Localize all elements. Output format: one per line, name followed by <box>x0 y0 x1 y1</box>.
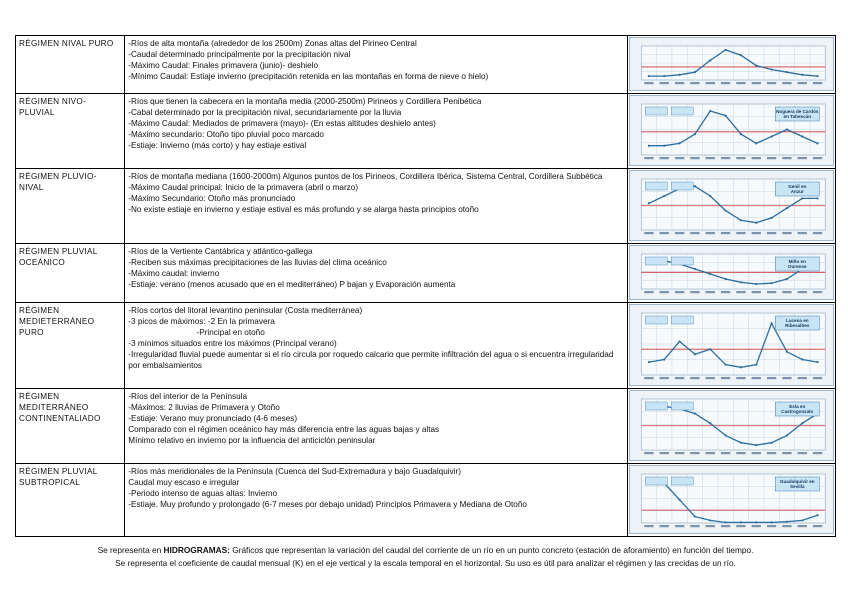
month-tick-label <box>691 232 700 234</box>
month-tick-label <box>767 82 776 84</box>
regime-name: RÉGIMEN PLUVIO-NIVAL <box>16 169 125 244</box>
monthly-point <box>802 74 804 76</box>
month-tick-label <box>645 157 654 159</box>
month-tick-label <box>691 82 700 84</box>
month-tick-label <box>706 452 715 454</box>
description-line: -Principal en otoño <box>128 328 265 338</box>
monthly-point <box>802 135 804 137</box>
month-tick-label <box>798 291 807 293</box>
regime-row <box>16 244 836 303</box>
description-line: -Máximo Caudal principal: Inicio de la primavera (abril o marzo) <box>128 183 359 193</box>
month-tick-label <box>813 232 822 234</box>
hydrograph-figure <box>629 304 834 386</box>
description-line: -Estiaje. Muy profundo y prolongado (6-7 meses por debajo unidad) Principios Primavera y Mediana de Otoño <box>128 500 527 510</box>
monthly-point <box>648 202 650 204</box>
hydrograph-cell <box>628 244 836 303</box>
monthly-point <box>771 135 773 137</box>
monthly-point <box>771 442 773 444</box>
month-tick-label <box>721 82 730 84</box>
footer-line-2: Se representa el coeficiente de caudal mensual (K) en el eje vertical y la escala temporal en el horizontal. Su uso es útil para analizar el régimen y las crecidas de un río. <box>115 558 736 568</box>
regime-description <box>125 169 628 244</box>
monthly-point <box>694 268 696 270</box>
month-tick-label <box>721 525 730 527</box>
month-tick-label <box>798 232 807 234</box>
monthly-point <box>664 75 666 77</box>
regime-name: RÉGIMEN NIVO-PLUVIAL <box>16 94 125 169</box>
month-tick-label <box>783 452 792 454</box>
month-tick-label <box>645 377 654 379</box>
month-tick-label <box>737 232 746 234</box>
month-tick-label <box>798 452 807 454</box>
station-name: Lucena en Ribesalbes <box>785 318 810 329</box>
legend-box <box>672 402 694 410</box>
monthly-point <box>710 422 712 424</box>
month-tick-label <box>675 82 684 84</box>
month-tick-label <box>737 82 746 84</box>
month-tick-label <box>767 525 776 527</box>
month-tick-label <box>706 291 715 293</box>
monthly-point <box>694 515 696 517</box>
month-tick-label <box>691 291 700 293</box>
month-tick-label <box>645 291 654 293</box>
regime-description <box>125 389 628 464</box>
description-line: -Ríos más meridionales de la Península (Cuenca del Sud-Extremadura y bajo Guadalquivir) <box>128 467 461 476</box>
monthly-point <box>725 209 727 211</box>
monthly-point <box>786 351 788 353</box>
month-tick-label <box>675 377 684 379</box>
description-line: -Mínimo Caudal: Estiaje invierno (precipitación retenida en las montañas en forma de nieve o hielo) <box>128 72 489 82</box>
month-tick-label <box>691 525 700 527</box>
month-tick-label <box>798 82 807 84</box>
hydrograph-cell <box>628 36 836 94</box>
month-tick-label <box>660 232 669 234</box>
footer-notes <box>15 544 836 570</box>
hydrograph-figure <box>629 170 834 241</box>
legend-box <box>672 182 694 190</box>
month-tick-label <box>752 82 761 84</box>
legend-box <box>672 107 694 115</box>
month-tick-label <box>721 452 730 454</box>
month-tick-label <box>645 232 654 234</box>
month-tick-label <box>798 377 807 379</box>
hydrograph-svg <box>630 96 833 165</box>
hydrograph-svg <box>630 391 833 460</box>
month-tick-label <box>737 377 746 379</box>
legend-box <box>646 107 668 115</box>
month-tick-label <box>783 291 792 293</box>
hydrograph-figure <box>629 37 834 91</box>
month-tick-label <box>660 377 669 379</box>
monthly-point <box>802 358 804 360</box>
month-tick-label <box>737 452 746 454</box>
month-tick-label <box>706 377 715 379</box>
month-tick-label <box>721 377 730 379</box>
monthly-point <box>756 521 758 523</box>
monthly-point <box>664 358 666 360</box>
monthly-point <box>771 68 773 70</box>
monthly-point <box>756 222 758 224</box>
monthly-point <box>725 114 727 116</box>
monthly-point <box>802 422 804 424</box>
monthly-point <box>679 74 681 76</box>
month-tick-label <box>767 452 776 454</box>
month-tick-label <box>813 377 822 379</box>
monthly-point <box>710 59 712 61</box>
hydrograph-figure <box>629 95 834 166</box>
regime-row <box>16 389 836 464</box>
monthly-point <box>710 348 712 350</box>
month-tick-label <box>691 377 700 379</box>
regime-description <box>125 464 628 537</box>
regime-name: RÉGIMEN MEDITERRÁNEO CONTINENTALIADO <box>16 389 125 464</box>
station-name: Guadalquivir en Sevilla <box>780 479 816 490</box>
description-line: -Máximo Caudal: Mediados de primavera (mayo)- (En estas altitudes deshielo antes) <box>128 119 436 129</box>
description-line: -3 mínimos situados entre los máximos (Principal verano) <box>128 339 337 349</box>
monthly-point <box>694 353 696 355</box>
regime-description <box>125 94 628 169</box>
month-tick-label <box>660 82 669 84</box>
hydrograph-cell <box>628 94 836 169</box>
hydrograph-cell <box>628 464 836 537</box>
monthly-point <box>679 499 681 501</box>
month-tick-label <box>767 157 776 159</box>
monthly-point <box>771 217 773 219</box>
month-tick-label <box>813 157 822 159</box>
description-line: -Máximo caudal: invierno <box>128 269 220 279</box>
monthly-point <box>725 278 727 280</box>
legend-box <box>672 477 694 485</box>
legend-box <box>646 316 668 324</box>
month-tick-label <box>706 157 715 159</box>
monthly-point <box>725 521 727 523</box>
description-line: -Máximos: 2 lluvias de Primavera y Otoño <box>128 403 280 413</box>
description-line: -Ríos que tienen la cabecera en la montaña media (2000-2500m) Pirineos y Cordillera Penibética <box>128 97 482 106</box>
month-tick-label <box>767 291 776 293</box>
description-line: -Estiaje: Verano muy pronunciado (4-6 meses) <box>128 414 298 424</box>
month-tick-label <box>721 232 730 234</box>
monthly-point <box>694 71 696 73</box>
monthly-point <box>817 142 819 144</box>
monthly-point <box>786 521 788 523</box>
monthly-point <box>648 361 650 363</box>
hydrograph-svg <box>630 171 833 240</box>
month-tick-label <box>813 525 822 527</box>
monthly-point <box>802 519 804 521</box>
monthly-point <box>756 142 758 144</box>
regimes-table <box>15 35 836 537</box>
description-line: -3 picos de máximos: -2 En la primavera <box>128 317 275 327</box>
month-tick-label <box>752 452 761 454</box>
month-tick-label <box>675 232 684 234</box>
regime-name: RÉGIMEN MEDIETERRÁNEO PURO <box>16 303 125 389</box>
monthly-point <box>802 197 804 199</box>
month-tick-label <box>660 452 669 454</box>
description-line: -Caudal determinado principalmente por la precipitación nival <box>128 50 351 60</box>
hydrograph-svg <box>630 38 833 90</box>
description-line: -Estiaje: verano (menos acusado que en el mediterráneo) P bajan y Evaporación aumenta <box>128 280 456 290</box>
regime-name: RÉGIMEN PLUVIAL OCEÁNICO <box>16 244 125 303</box>
description-line: -Ríos del interior de la Península <box>128 392 248 401</box>
station-name: Genil en Anzur <box>788 184 807 195</box>
month-tick-label <box>737 157 746 159</box>
regime-description <box>125 36 628 94</box>
month-tick-label <box>767 377 776 379</box>
monthly-point <box>740 219 742 221</box>
description-line: -Reciben sus máximas precipitaciones de las lluvias del clima oceánico <box>128 258 387 268</box>
monthly-point <box>679 340 681 342</box>
monthly-point <box>786 128 788 130</box>
monthly-point <box>771 322 773 324</box>
hydrograph-svg <box>630 305 833 385</box>
month-tick-label <box>783 377 792 379</box>
regime-row <box>16 36 836 94</box>
month-tick-label <box>752 291 761 293</box>
description-line: -Ríos cortos del litoral levantino peninsular (Costa mediterránea) <box>128 306 363 315</box>
description-line: -Irregularidad fluvial puede aumentar si el río circula por roquedo calcario que permite infiltración del agua o si encuentra irregularidad por embalsamientos <box>128 350 616 371</box>
monthly-point <box>740 133 742 135</box>
description-line: Comparado con el régimen oceánico hay más diferencia entre las aguas bajas y altas <box>128 425 440 435</box>
description-line: -Máximo Caudal: Finales primavera (junio)- deshielo <box>128 61 319 71</box>
footer-keyword: HIDROGRAMAS: <box>163 545 230 555</box>
description-line: -Ríos de alta montaña (alrededor de los 2500m) Zonas altas del Pirineo Central <box>128 39 417 48</box>
legend-box <box>672 316 694 324</box>
monthly-point <box>648 75 650 77</box>
month-tick-label <box>721 291 730 293</box>
monthly-point <box>756 283 758 285</box>
monthly-point <box>725 364 727 366</box>
monthly-point <box>740 54 742 56</box>
monthly-point <box>710 519 712 521</box>
monthly-point <box>740 281 742 283</box>
monthly-point <box>664 195 666 197</box>
monthly-point <box>694 185 696 187</box>
monthly-point <box>817 514 819 516</box>
monthly-point <box>771 282 773 284</box>
monthly-point <box>817 197 819 199</box>
monthly-point <box>740 521 742 523</box>
regime-row <box>16 94 836 169</box>
regime-row <box>16 464 836 537</box>
monthly-point <box>786 434 788 436</box>
regime-description <box>125 244 628 303</box>
description-line: Caudal muy escaso e irregular <box>128 478 240 488</box>
regime-row <box>16 169 836 244</box>
monthly-point <box>710 195 712 197</box>
month-tick-label <box>706 232 715 234</box>
month-tick-label <box>645 82 654 84</box>
month-tick-label <box>752 377 761 379</box>
hydrograph-cell <box>628 169 836 244</box>
month-tick-label <box>660 525 669 527</box>
station-name: Esla en Castrogonzalo <box>781 404 814 415</box>
month-tick-label <box>783 525 792 527</box>
monthly-point <box>786 71 788 73</box>
month-tick-label <box>660 291 669 293</box>
description-line: -Máximo Secundario: Otoño más pronunciado <box>128 194 296 204</box>
legend-box <box>646 402 668 410</box>
hydrograph-svg <box>630 246 833 299</box>
monthly-point <box>710 110 712 112</box>
month-tick-label <box>645 452 654 454</box>
month-tick-label <box>691 157 700 159</box>
month-tick-label <box>645 525 654 527</box>
month-tick-label <box>675 452 684 454</box>
description-line: -Máximo secundario: Otoño tipo pluvial poco marcado <box>128 130 324 140</box>
description-line: -Ríos de montaña mediana (1600-2000m) Algunos puntos de los Pirineos, Cordillera Ibérica, Sistema Central, Cordillera Subbética <box>128 172 603 181</box>
legend-box <box>672 257 694 265</box>
month-tick-label <box>675 291 684 293</box>
month-tick-label <box>813 452 822 454</box>
regime-description <box>125 303 628 389</box>
monthly-point <box>648 145 650 147</box>
month-tick-label <box>813 291 822 293</box>
station-name: Miño en Ourense <box>788 259 808 270</box>
month-tick-label <box>721 157 730 159</box>
month-tick-label <box>813 82 822 84</box>
month-tick-label <box>706 525 715 527</box>
month-tick-label <box>660 157 669 159</box>
hydrograph-figure <box>629 465 834 534</box>
hydrograph-cell <box>628 303 836 389</box>
regime-row <box>16 303 836 389</box>
month-tick-label <box>737 525 746 527</box>
description-line: -Periodo intenso de aguas altas: Invierno <box>128 489 278 499</box>
legend-box <box>646 182 668 190</box>
monthly-point <box>786 278 788 280</box>
monthly-point <box>740 442 742 444</box>
monthly-point <box>817 361 819 363</box>
monthly-point <box>710 273 712 275</box>
monthly-point <box>756 65 758 67</box>
description-line: -No existe estiaje en invierno y estiaje estival es más profundo y se alarga hasta principios otoño <box>128 205 479 215</box>
legend-box <box>646 257 668 265</box>
regime-name: RÉGIMEN PLUVIAL SUBTROPICAL <box>16 464 125 537</box>
monthly-point <box>817 75 819 77</box>
month-tick-label <box>691 452 700 454</box>
monthly-point <box>740 366 742 368</box>
month-tick-label <box>783 82 792 84</box>
hydrograph-figure <box>629 390 834 461</box>
description-line: -Cabal determinado por la precipitación nival, secundariamente por la lluvia <box>128 108 402 118</box>
month-tick-label <box>737 291 746 293</box>
monthly-point <box>664 145 666 147</box>
hydrograph-svg <box>630 466 833 533</box>
month-tick-label <box>706 82 715 84</box>
monthly-point <box>756 444 758 446</box>
month-tick-label <box>752 232 761 234</box>
month-tick-label <box>798 157 807 159</box>
month-tick-label <box>783 232 792 234</box>
description-line: -Estiaje: Invierno (más corto) y hay estiaje estival <box>128 141 307 151</box>
monthly-point <box>786 207 788 209</box>
station-name: Noguera de Cardós en Tabescán <box>776 109 819 120</box>
description-line: Mínimo relativo en invierno por la influencia del anticiclón peninsular <box>128 436 376 446</box>
monthly-point <box>756 364 758 366</box>
monthly-point <box>679 142 681 144</box>
hydrograph-cell <box>628 389 836 464</box>
month-tick-label <box>783 157 792 159</box>
month-tick-label <box>798 525 807 527</box>
legend-box <box>646 477 668 485</box>
month-tick-label <box>752 157 761 159</box>
month-tick-label <box>767 232 776 234</box>
hydrograph-figure <box>629 245 834 300</box>
regime-name: RÉGIMEN NIVAL PURO <box>16 36 125 94</box>
month-tick-label <box>675 525 684 527</box>
footer-line-1: Se representa en HIDROGRAMAS: Gráficos que representan la variación del caudal del corriente de un río en un punto concreto (estación de aforamiento) en función del tiempo. <box>97 545 754 555</box>
monthly-point <box>725 49 727 51</box>
monthly-point <box>771 521 773 523</box>
month-tick-label <box>675 157 684 159</box>
description-line: -Ríos de la Vertiente Cantábrica y atlántico-gallega <box>128 247 313 256</box>
monthly-point <box>694 133 696 135</box>
monthly-point <box>694 412 696 414</box>
month-tick-label <box>752 525 761 527</box>
monthly-point <box>725 434 727 436</box>
